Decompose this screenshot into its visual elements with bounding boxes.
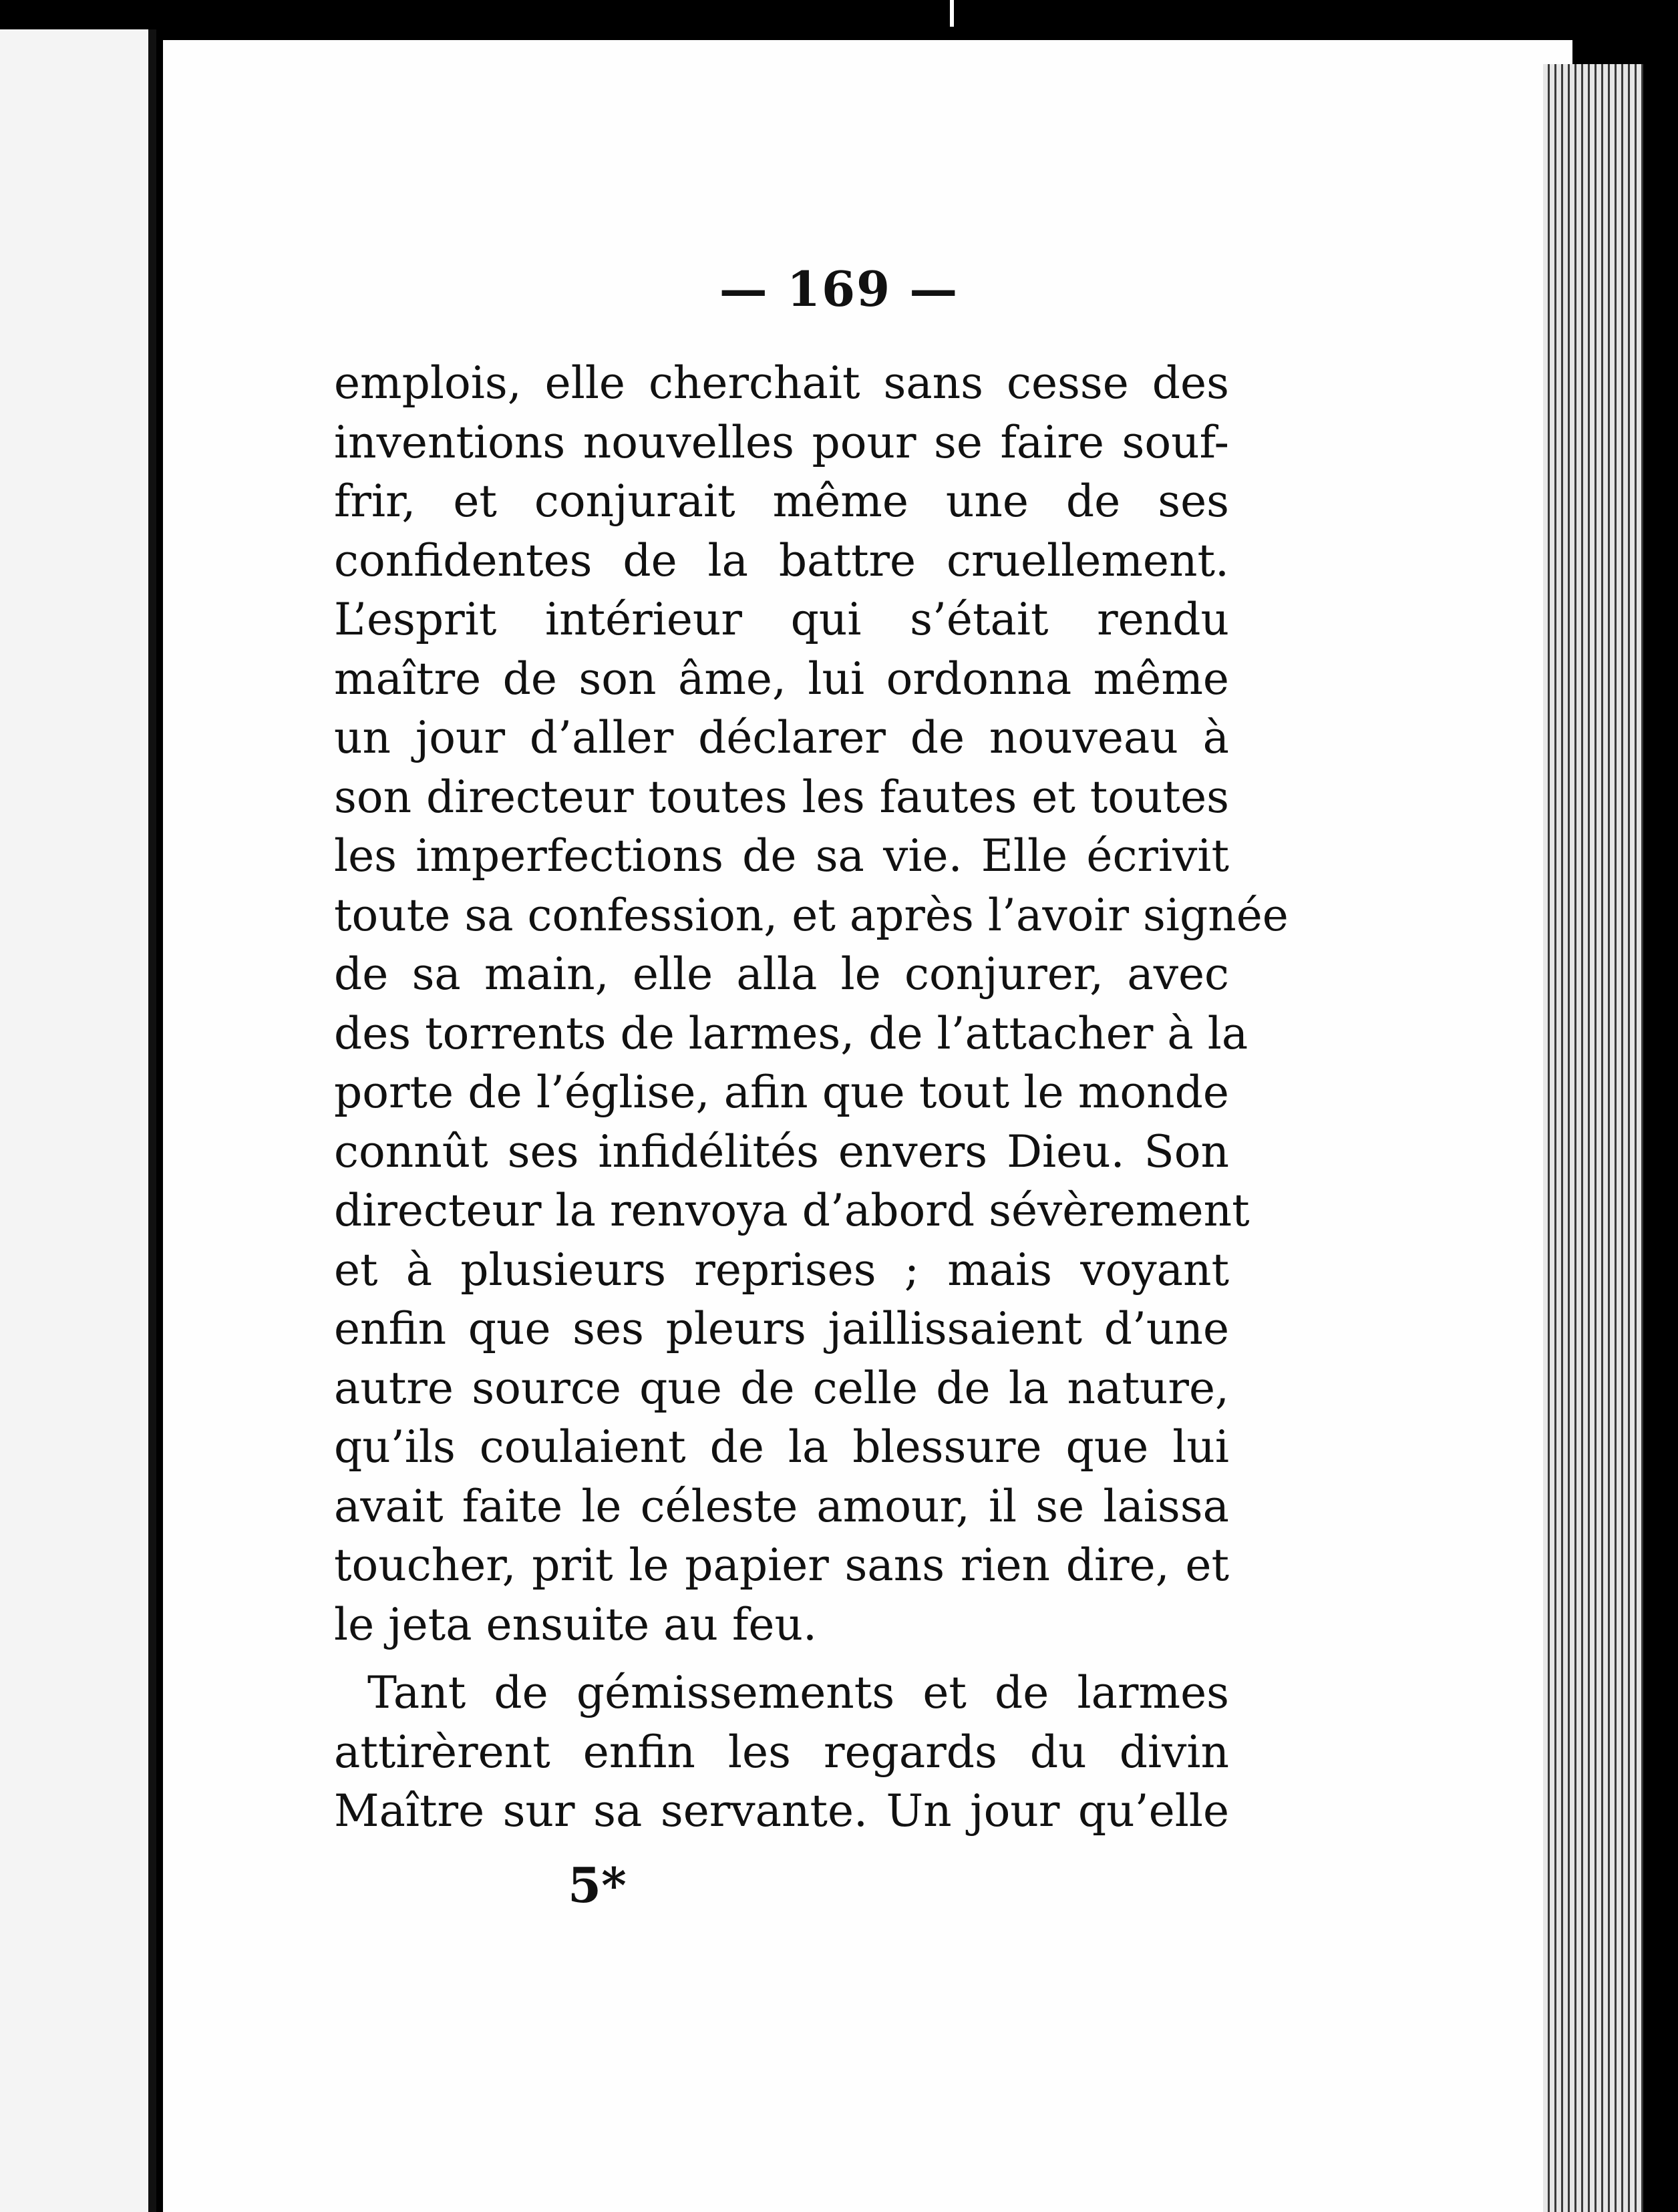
text-line: de sa main, elle alla le conjurer, avec [334,948,1229,1000]
text-line: qu’ils coulaient de la blessure que lui [334,1421,1229,1473]
text-line: porte de l’église, afin que tout le monde [334,1067,1229,1118]
signature-mark: 5* [568,1857,627,1913]
text-line: toute sa confession, et après l’avoir signée [334,889,1289,941]
text-line: son directeur toutes les fautes et toutes [334,771,1229,823]
page-number: — 169 — [719,260,959,317]
left-page-edge [0,29,155,2212]
text-line: inventions nouvelles pour se faire souf- [334,416,1229,468]
text-line: directeur la renvoya d’abord sévèrement [334,1185,1250,1236]
text-line: toucher, prit le papier sans rien dire, et [334,1539,1229,1591]
book-gutter [148,29,156,2212]
text-line: un jour d’aller déclarer de nouveau à [334,712,1229,763]
text-line: frir, et conjurait même une de ses [334,476,1229,527]
text-line: les imperfections de sa vie. Elle écrivit [334,830,1229,882]
paragraph-gap [334,1654,1229,1664]
text-line: Tant de gémissements et de larmes [367,1667,1229,1718]
text-line: maître de son âme, lui ordonna même [334,653,1229,705]
text-line: le jeta ensuite au feu. [334,1598,817,1650]
text-line: et à plusieurs reprises ; mais voyant [334,1244,1229,1296]
scan-marker [950,0,954,27]
body-text [334,354,1289,1841]
text-line: enfin que ses pleurs jaillissaient d’une [334,1303,1229,1354]
text-line: autre source que de celle de la nature, [334,1362,1229,1414]
text-line: Maître sur sa servante. Un jour qu’elle [334,1785,1229,1837]
text-line: emplois, elle cherchait sans cesse des [334,357,1229,409]
text-line: avait faite le céleste amour, il se laissa [334,1480,1229,1532]
text-line: L’esprit intérieur qui s’était rendu [334,594,1229,645]
text-line: des torrents de larmes, de l’attacher à la [334,1007,1248,1059]
text-line: confidentes de la battre cruellement. [334,534,1229,586]
text-line: attirèrent enfin les regards du divin [334,1726,1229,1778]
text-line: connût ses infidélités envers Dieu. Son [334,1125,1229,1177]
page-stack-edges [1543,64,1643,2212]
